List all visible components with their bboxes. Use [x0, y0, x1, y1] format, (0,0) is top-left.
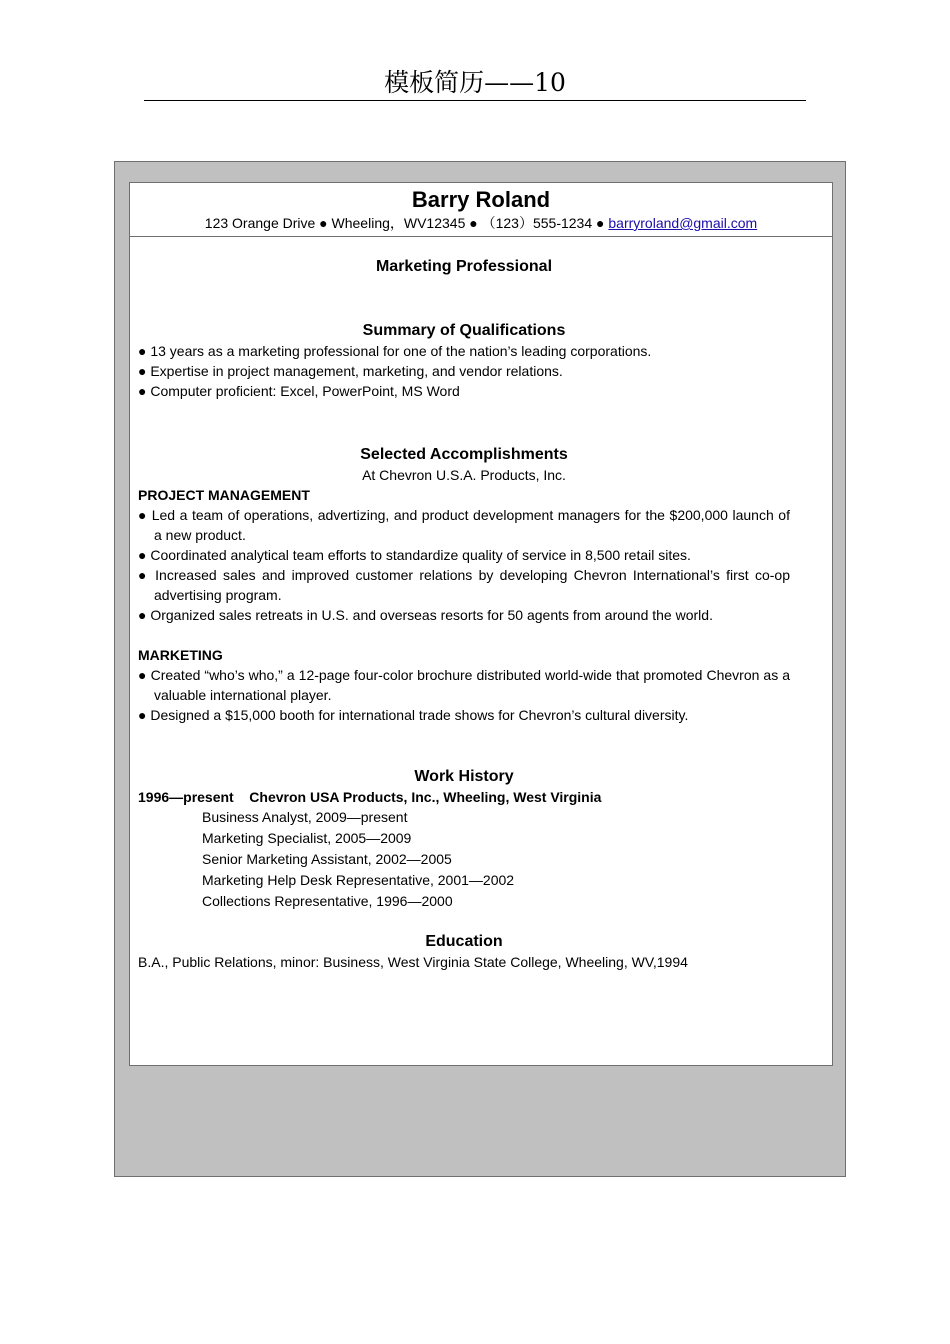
contact-line: [130, 214, 832, 232]
position-item: Marketing Specialist, 2005—2009: [202, 830, 412, 846]
position-item: Business Analyst, 2009—present: [202, 809, 408, 825]
email-link[interactable]: barryroland@gmail.com: [608, 215, 758, 231]
position-item: Senior Marketing Assistant, 2002—2005: [202, 851, 452, 867]
summary-item: ● Computer proficient: Excel, PowerPoint, MS Word: [138, 383, 460, 399]
work-period: 1996—present: [138, 789, 234, 805]
position-item: Marketing Help Desk Representative, 2001—2002: [202, 872, 515, 888]
candidate-name: Barry Roland: [411, 187, 551, 212]
accomplishments-heading: Selected Accomplishments: [360, 446, 568, 463]
accomplishment-item: ● Organized sales retreats in U.S. and overseas resorts for 50 agents from around the world.: [138, 607, 713, 623]
accomplishment-item: ● Coordinated analytical team efforts to standardize quality of service in 8,500 retail sites.: [138, 547, 691, 563]
group-title-marketing: MARKETING: [138, 647, 223, 663]
accomplishment-item: ● Increased sales and improved customer relations by developing Chevron International’s first co-op advertising program.: [138, 567, 790, 603]
education-heading: Education: [425, 933, 503, 950]
positions-list: [138, 807, 790, 912]
objective-heading: Marketing Professional: [375, 258, 553, 275]
resume-body: [130, 257, 832, 972]
work-employer-line: [138, 787, 790, 807]
accomplishment-item: ● Led a team of operations, advertizing, and product development managers for the $200,000 launch of a new product.: [138, 507, 790, 543]
work-history-heading: Work History: [414, 768, 514, 785]
accomplishment-item: ● Designed a $15,000 booth for international trade shows for Chevron’s cultural diversity.: [138, 707, 689, 723]
education-entry: B.A., Public Relations, minor: Business, West Virginia State College, Wheeling, WV,1994: [138, 954, 688, 970]
group-title-project-management: PROJECT MANAGEMENT: [138, 487, 310, 503]
summary-item: ● Expertise in project management, marketing, and vendor relations.: [138, 363, 563, 379]
document-title: 模板简历——10: [144, 66, 806, 101]
marketing-list: [138, 665, 790, 725]
resume-card: [129, 182, 833, 1066]
position-item: Collections Representative, 1996—2000: [202, 893, 453, 909]
accomplishment-item: ● Created “who’s who,” a 12-page four-color brochure distributed world-wide that promoted Chevron as a valuable international player.: [138, 667, 790, 703]
accomplishments-company: At Chevron U.S.A. Products, Inc.: [362, 467, 566, 483]
project-management-list: [138, 505, 790, 625]
resume-header: [130, 183, 832, 237]
summary-item: ● 13 years as a marketing professional for one of the nation’s leading corporations.: [138, 343, 652, 359]
work-employer: Chevron USA Products, Inc., Wheeling, West Virginia: [249, 789, 602, 805]
summary-heading: Summary of Qualifications: [362, 322, 566, 339]
contact-address: 123 Orange Drive ● Wheeling，WV12345 ● （123）555-1234 ●: [204, 215, 605, 231]
summary-list: [138, 341, 790, 401]
